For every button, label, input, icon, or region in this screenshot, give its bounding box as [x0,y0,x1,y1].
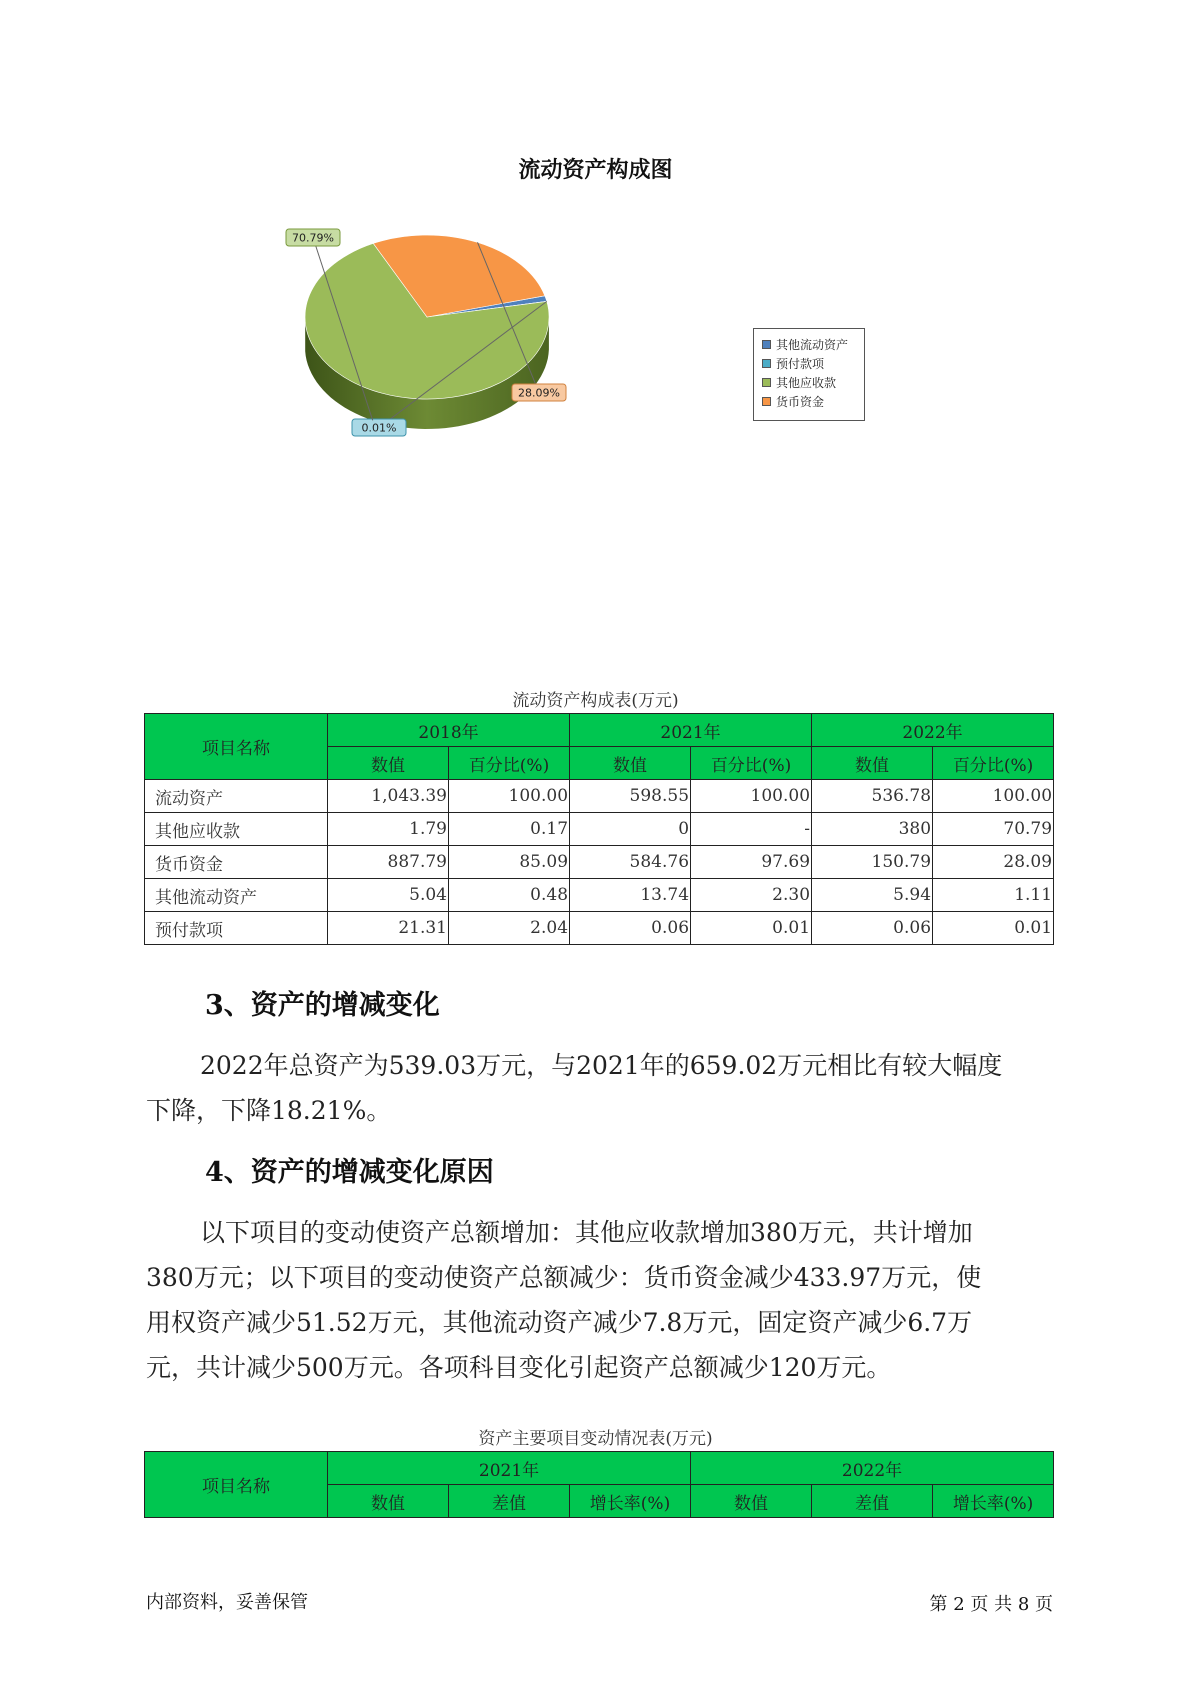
cell: 97.69 [691,846,812,879]
legend-swatch [762,340,771,349]
cell: 0.06 [570,912,691,945]
cell: 5.94 [812,879,933,912]
asset-changes-table [144,1451,1054,1518]
legend-item [762,335,864,354]
pie-data-label: 70.79% [292,231,334,245]
header-year: 2021年 [570,714,812,747]
table-row [145,879,1054,912]
chart-title: 流动资产构成图 [518,158,673,183]
pie-data-label: 0.01% [361,421,397,435]
legend-item [762,354,864,373]
legend-item [762,392,864,411]
header-percent: 百分比(%) [691,747,812,780]
cell: 380 [812,813,933,846]
cell: - [691,813,812,846]
header-value: 数值 [328,1485,449,1518]
table1-caption: 流动资产构成表(万元) [512,691,679,711]
header-growth: 增长率(%) [570,1485,691,1518]
section4-paragraph [146,1210,1056,1390]
cell: 1,043.39 [328,780,449,813]
cell: 5.04 [328,879,449,912]
table-row [145,813,1054,846]
section3-paragraph [146,1043,1056,1133]
cell: 100.00 [449,780,570,813]
cell: 584.76 [570,846,691,879]
row-name: 货币资金 [145,846,328,879]
cell: 598.55 [570,780,691,813]
cell: 13.74 [570,879,691,912]
paragraph-line: 380万元；以下项目的变动使资产总额减少：货币资金减少433.97万元，使 [146,1263,982,1292]
cell: 0.01 [933,912,1054,945]
cell: 70.79 [933,813,1054,846]
paragraph-line: 元，共计减少500万元。各项科目变化引起资产总额减少120万元。 [146,1353,892,1382]
header-year: 2021年 [328,1452,691,1485]
table-row [145,780,1054,813]
chart-legend [753,328,865,421]
legend-label: 其他流动资产 [776,338,849,352]
pie-data-label: 28.09% [518,386,560,400]
header-item-name: 项目名称 [145,1452,328,1518]
header-year: 2022年 [691,1452,1054,1485]
row-name: 流动资产 [145,780,328,813]
cell: 887.79 [328,846,449,879]
footer-page-number: 第 2 页 共 8 页 [929,1594,1053,1615]
pie-chart [250,210,610,460]
header-year: 2022年 [812,714,1054,747]
header-percent: 百分比(%) [449,747,570,780]
section4-heading: 4、资产的增减变化原因 [205,1157,494,1188]
header-value: 数值 [570,747,691,780]
cell: 1.11 [933,879,1054,912]
paragraph-line: 以下项目的变动使资产总额增加：其他应收款增加380万元，共计增加 [200,1218,973,1247]
cell: 150.79 [812,846,933,879]
paragraph-line: 下降，下降18.21%。 [146,1096,392,1125]
legend-swatch [762,397,771,406]
paragraph-line: 用权资产减少51.52万元，其他流动资产减少7.8万元，固定资产减少6.7万 [146,1308,973,1337]
cell: 0.48 [449,879,570,912]
table-row [145,912,1054,945]
legend-swatch [762,378,771,387]
section3-heading: 3、资产的增减变化 [205,990,440,1021]
cell: 2.04 [449,912,570,945]
table-row [145,846,1054,879]
paragraph-line: 2022年总资产为539.03万元，与2021年的659.02万元相比有较大幅度 [200,1051,1003,1080]
legend-label: 其他应收款 [776,376,837,390]
header-growth: 增长率(%) [933,1485,1054,1518]
header-value: 数值 [812,747,933,780]
cell: 0.01 [691,912,812,945]
row-name: 其他流动资产 [145,879,328,912]
header-percent: 百分比(%) [933,747,1054,780]
table2-caption: 资产主要项目变动情况表(万元) [478,1429,713,1449]
header-diff: 差值 [449,1485,570,1518]
current-assets-table [144,713,1054,945]
footer-confidential: 内部资料，妥善保管 [146,1592,308,1613]
header-year: 2018年 [328,714,570,747]
cell: 2.30 [691,879,812,912]
cell: 536.78 [812,780,933,813]
header-diff: 差值 [812,1485,933,1518]
cell: 100.00 [933,780,1054,813]
cell: 100.00 [691,780,812,813]
cell: 0.17 [449,813,570,846]
cell: 21.31 [328,912,449,945]
legend-item [762,373,864,392]
cell: 28.09 [933,846,1054,879]
cell: 1.79 [328,813,449,846]
header-value: 数值 [328,747,449,780]
header-item-name: 项目名称 [145,714,328,780]
header-value: 数值 [691,1485,812,1518]
row-name: 预付款项 [145,912,328,945]
legend-label: 货币资金 [776,395,825,409]
cell: 0.06 [812,912,933,945]
cell: 85.09 [449,846,570,879]
legend-label: 预付款项 [776,357,825,371]
row-name: 其他应收款 [145,813,328,846]
cell: 0 [570,813,691,846]
legend-swatch [762,359,771,368]
